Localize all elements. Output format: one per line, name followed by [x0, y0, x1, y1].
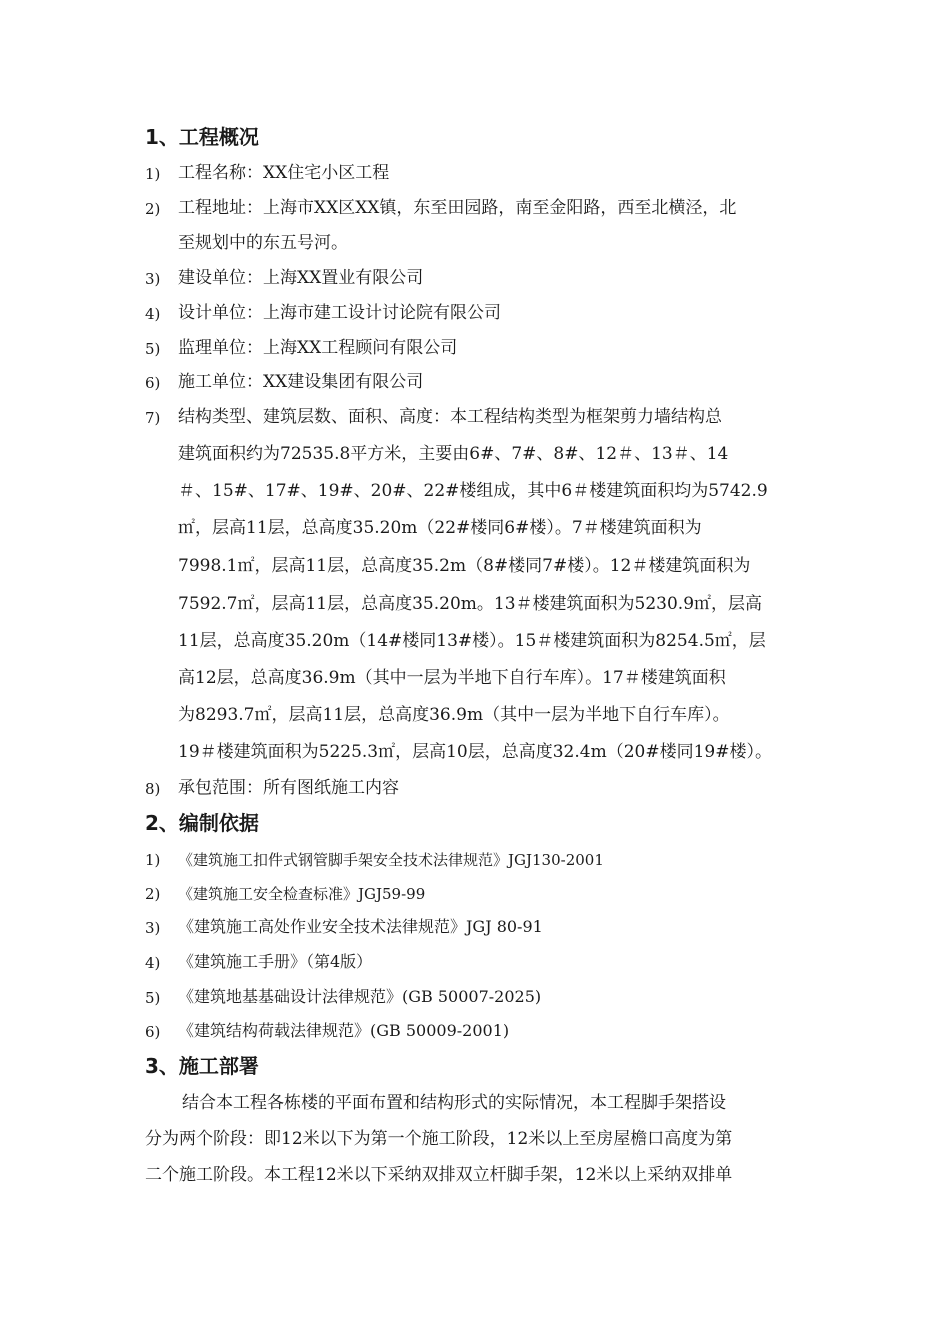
structure-line: 19＃楼建筑面积为5225.3㎡，层高10层，总高度32.4m（20#楼同19#楼）。 — [178, 742, 772, 762]
structure-line: ㎡，层高11层，总高度35.20m（22#楼同6#楼）。7＃楼建筑面积为 — [178, 518, 702, 538]
reference-item: 《建筑地基基础设计法律规范》(GB 50007-2025) — [178, 987, 542, 1006]
deployment-paragraph-line: 结合本工程各栋楼的平面布置和结构形式的实际情况，本工程脚手架搭设 — [182, 1093, 726, 1113]
reference-item: 《建筑施工安全检查标准》JGJ59-99 — [178, 885, 426, 903]
reference-item: 《建筑施工手册》（第4版） — [178, 952, 373, 971]
deployment-paragraph-line: 分为两个阶段：即12米以下为第一个施工阶段，12米以上至房屋檐口高度为第 — [145, 1129, 733, 1149]
item-number: 5) — [145, 340, 161, 358]
structure-line: 7592.7㎡，层高11层，总高度35.20m。13＃楼建筑面积为5230.9㎡，层高 — [178, 594, 763, 614]
structure-line: 11层，总高度35.20m（14#楼同13#楼）。15＃楼建筑面积为8254.5㎡，层 — [178, 631, 766, 651]
item-number: 8) — [145, 780, 161, 798]
item-number: 3) — [145, 919, 161, 937]
item-number: 1) — [145, 851, 161, 869]
item-number: 7) — [145, 409, 161, 427]
item-number: 6) — [145, 1023, 161, 1041]
item-number: 3) — [145, 270, 161, 288]
structure-line: 高12层，总高度36.9m（其中一层为半地下自行车库）。17＃楼建筑面积 — [178, 668, 726, 688]
section-3-heading: 3、施工部署 — [145, 1054, 259, 1078]
item-number: 5) — [145, 989, 161, 1007]
structure-line: ＃、15#、17#、19#、20#、22#楼组成，其中6＃楼建筑面积均为5742.9 — [178, 481, 768, 501]
structure-line: 为8293.7㎡，层高11层，总高度36.9m（其中一层为半地下自行车库）。 — [178, 705, 730, 725]
item-number: 1) — [145, 165, 161, 183]
supervision-unit: 监理单位：上海XX工程顾问有限公司 — [178, 338, 458, 358]
reference-item: 《建筑施工扣件式钢管脚手架安全技术法律规范》JGJ130-2001 — [178, 851, 604, 869]
section-1-heading: 1、工程概况 — [145, 125, 259, 149]
reference-item: 《建筑施工高处作业安全技术法律规范》JGJ 80-91 — [178, 917, 543, 936]
contractor-unit: 施工单位：XX建设集团有限公司 — [178, 372, 424, 392]
item-number: 6) — [145, 374, 161, 392]
project-address-line: 至规划中的东五号河。 — [178, 233, 348, 253]
deployment-paragraph-line: 二个施工阶段。本工程12米以下采纳双排双立杆脚手架，12米以上采纳双排单 — [145, 1165, 733, 1185]
project-address-line: 工程地址：上海市XX区XX镇，东至田园路，南至金阳路，西至北横泾，北 — [178, 198, 737, 218]
structure-line: 结构类型、建筑层数、面积、高度：本工程结构类型为框架剪力墙结构总 — [178, 407, 722, 427]
item-number: 2) — [145, 885, 161, 903]
design-unit: 设计单位：上海市建工设计讨论院有限公司 — [178, 303, 501, 323]
project-name: 工程名称：XX住宅小区工程 — [178, 163, 390, 183]
structure-line: 建筑面积约为72535.8平方米，主要由6#、7#、8#、12＃、13＃、14 — [178, 444, 729, 464]
item-number: 2) — [145, 200, 161, 218]
reference-item: 《建筑结构荷载法律规范》(GB 50009-2001) — [178, 1021, 510, 1040]
structure-line: 7998.1㎡，层高11层，总高度35.2m（8#楼同7#楼）。12＃楼建筑面积为 — [178, 556, 751, 576]
item-number: 4) — [145, 954, 161, 972]
section-2-heading: 2、编制依据 — [145, 811, 259, 835]
construction-unit: 建设单位：上海XX置业有限公司 — [178, 268, 424, 288]
contract-scope: 承包范围：所有图纸施工内容 — [178, 778, 399, 798]
item-number: 4) — [145, 305, 161, 323]
